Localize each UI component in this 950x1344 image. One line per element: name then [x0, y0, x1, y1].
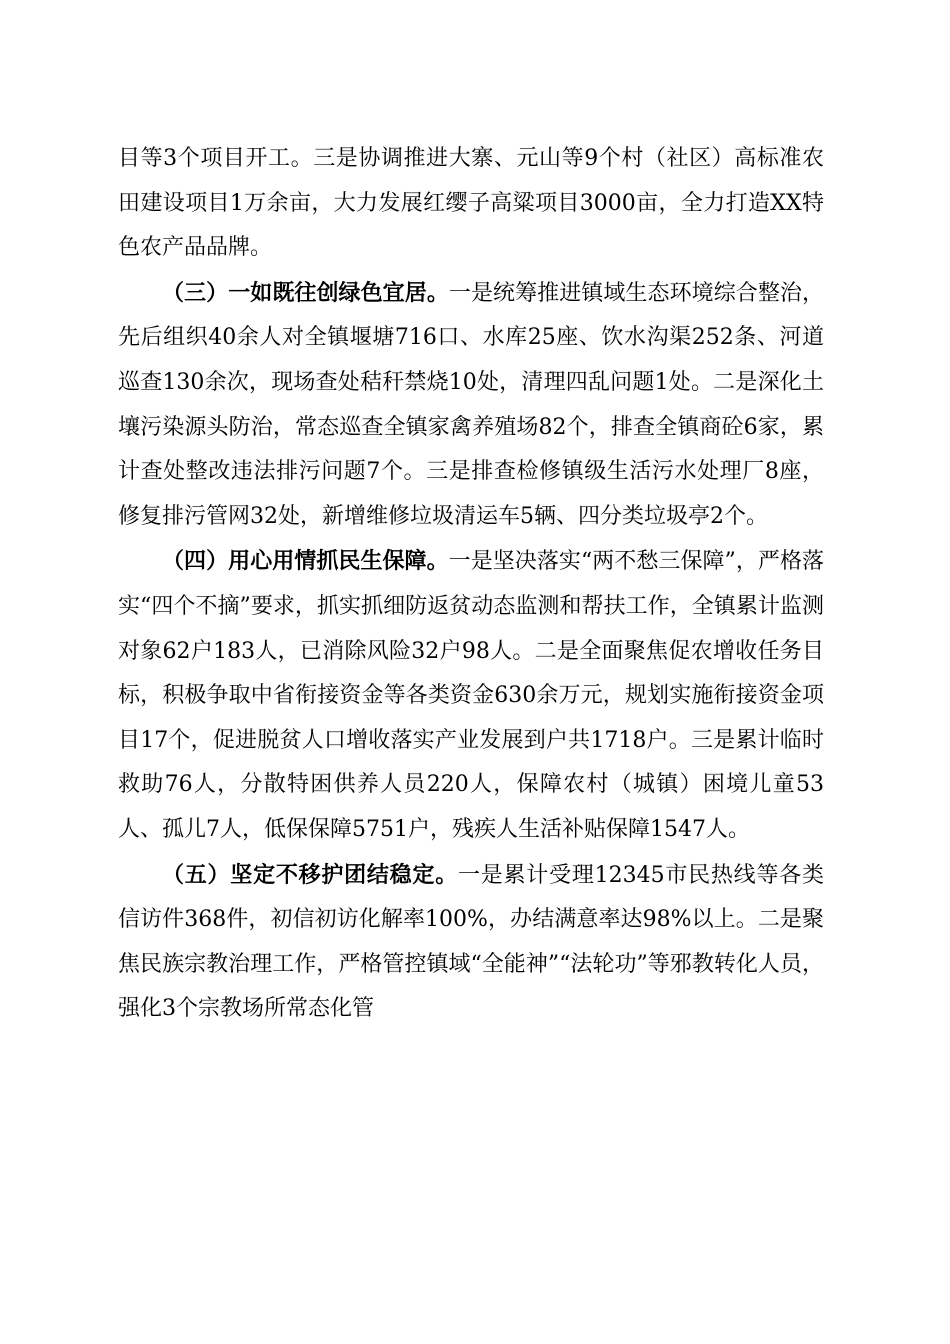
- document-page: [118, 137, 824, 1032]
- paragraph-section-3: [118, 271, 824, 540]
- paragraph-body: 一是累计受理12345市民热线等各类信访件368件，初信初访化解率100%，办结满意率达98%以上。二是聚焦民族宗教治理工作，严格管控镇域“全能神”“法轮功”等邪教转化人员，强化3个宗教场所常态化管: [118, 862, 824, 1022]
- paragraph-section-5: [118, 853, 824, 1032]
- paragraph-body: 一是统筹推进镇域生态环境综合整治，先后组织40余人对全镇堰塘716口、水库25座、饮水沟渠252条、河道巡查130余次，现场查处秸秆禁烧10处，清理四乱问题1处。二是深化土壤污染源头防治，常态巡查全镇家禽养殖场82个，排查全镇商砼6家，累计查处整改违法排污问题7个。三是排查检修镇级生活污水处理厂8座，修复排污管网32处，新增维修垃圾清运车5辆、四分类垃圾亭2个。: [118, 280, 824, 529]
- paragraph-body: 一是坚决落实“两不愁三保障”，严格落实“四个不摘”要求，抓实抓细防返贫动态监测和帮扶工作，全镇累计监测对象62户183人，已消除风险32户98人。二是全面聚焦促农增收任务目标，积极争取中省衔接资金等各类资金630余万元，规划实施衔接资金项目17个，促进脱贫人口增收落实产业发展到户共1718户。三是累计临时救助76人，分散特困供养人员220人，保障农村（城镇）困境儿童53人、孤儿7人，低保保障5751户，残疾人生活补贴保障1547人。: [118, 549, 824, 842]
- section-heading-3: （三）一如既往创绿色宜居。: [162, 279, 449, 306]
- section-heading-4: （四）用心用情抓民生保障。: [162, 548, 449, 575]
- paragraph-continuation: [118, 137, 824, 271]
- paragraph-section-4: [118, 539, 824, 852]
- section-heading-5: （五）坚定不移护团结稳定。: [162, 861, 458, 888]
- paragraph-body: 目等3个项目开工。三是协调推进大寨、元山等9个村（社区）高标准农田建设项目1万余亩，大力发展红缨子高粱项目3000亩，全力打造XX特色农产品品牌。: [118, 146, 824, 261]
